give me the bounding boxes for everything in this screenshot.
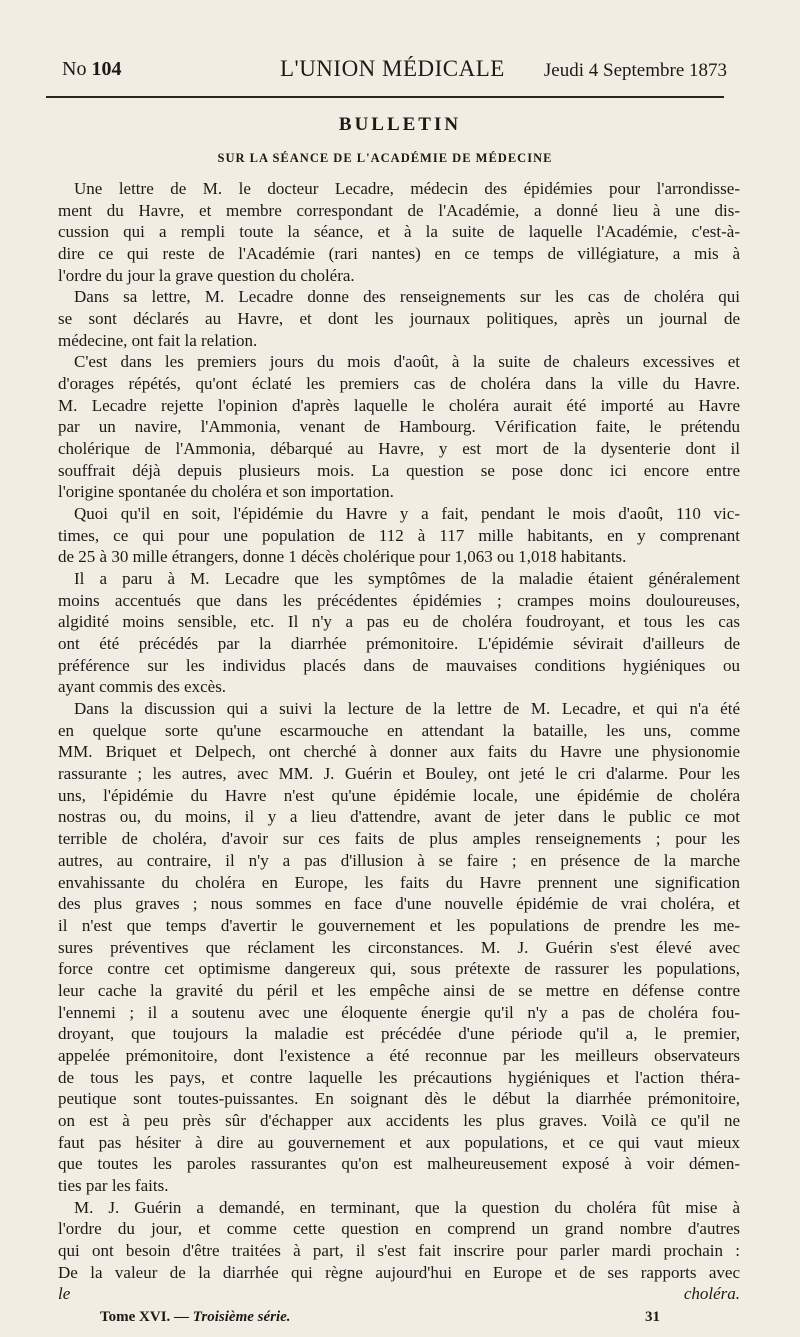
text-line: appelée prémonitoire, dont l'existence a été reconnue par les meilleurs observateurs (58, 1045, 740, 1065)
text-line: se sont déclarés au Havre, et dont les journaux politiques, après un journal de (58, 309, 740, 329)
text-line: des plus graves ; nous sommes en face d'une nouvelle épidémie de vrai choléra, et (58, 894, 740, 914)
issue-prefix: No (62, 58, 87, 80)
issue-number (62, 58, 121, 81)
text-line: d'orages répétés, qu'ont éclaté les premiers cas de choléra dans la ville du Havre. (58, 374, 740, 394)
text-line: sures préventives que réclament les circonstances. M. J. Guérin s'est élevé avec (58, 937, 740, 957)
text-line: ont été précédés par la diarrhée prémonitoire. L'épidémie sévirait d'ailleurs de (58, 634, 740, 654)
text-line: de tous les pays, et contre laquelle les précautions hygiéniques et l'action théra- (58, 1067, 740, 1087)
text-line: algidité moins sensible, etc. Il n'y a pas eu de choléra foudroyant, et tous les cas (58, 612, 740, 632)
text-line: moins accentués que dans les précédentes épidémies ; crampes moins douloureuses, (58, 590, 740, 610)
text-line: terrible de choléra, d'avoir sur ces faits de plus amples renseignements ; pour les (58, 829, 740, 849)
text-line: M. J. Guérin a demandé, en terminant, que la question du choléra fût mise à (74, 1197, 740, 1217)
text-line: cussion qui a rempli toute la séance, et à la suite de laquelle l'Académie, c'est-à- (58, 222, 740, 242)
text-line: C'est dans les premiers jours du mois d'août, à la suite de chaleurs excessives et (74, 352, 740, 372)
text-line: droyant, que toujours la maladie est précédée d'une période qu'il a, le premier, (58, 1024, 740, 1044)
issue-date: Jeudi 4 Septembre 1873 (543, 60, 727, 81)
article-body (58, 178, 740, 1305)
text-line: MM. Briquet et Delpech, ont cherché à donner aux faits du Havre une physionomie (58, 742, 740, 762)
text-line: De la valeur de la diarrhée qui règne aujourd'hui en Europe et de ses rapports avec (58, 1262, 740, 1282)
header-rule (46, 96, 724, 98)
page-footer (100, 1309, 660, 1326)
text-line: force contre cet optimisme dangereux qui, sous prétexte de rassurer les populations, (58, 959, 740, 979)
section-subtitle: SUR LA SÉANCE DE L'ACADÉMIE DE MÉDECINE (217, 151, 553, 165)
text-line: l'origine spontanée du choléra et son importation. (58, 482, 394, 502)
text-line: que toutes les paroles rassurantes qu'on est malheureusement exposé à voir démen- (58, 1154, 740, 1174)
text-line: médecine, ont fait la relation. (58, 330, 258, 350)
running-header (62, 52, 727, 88)
text-line: l'ordre du jour, et comme cette question en comprend un grand nombre d'autres (58, 1219, 740, 1239)
text-line: il n'est que temps d'avertir le gouvernement et les populations de prendre les me- (58, 915, 740, 935)
text-line: l'ennemi ; il a soutenu avec une éloquente énergie qu'il n'y a pas de choléra fou- (58, 1002, 740, 1022)
text-line: Dans la discussion qui a suivi la lecture de la lettre de M. Lecadre, et qui n'a été (74, 699, 740, 719)
text-line: leur cache la gravité du péril et les empêche ainsi de se mettre en défense contre (58, 980, 740, 1000)
text-line: préférence sur les individus placés dans de mauvaises conditions hygiéniques ou (58, 655, 740, 675)
page-number: 31 (645, 1309, 660, 1325)
journal-title: L'UNION MÉDICALE (280, 56, 505, 81)
text-line: Dans sa lettre, M. Lecadre donne des renseignements sur les cas de choléra qui (74, 287, 740, 307)
text-line: Quoi qu'il en soit, l'épidémie du Havre y a fait, pendant le mois d'août, 110 vic- (74, 504, 740, 524)
text-line: souffrait déjà depuis plusieurs mois. La question se pose donc ici encore entre (58, 460, 740, 480)
text-line: en quelque sorte qu'une escarmouche en attendant la bataille, les uns, comme (58, 720, 740, 740)
text-line: ties par les faits. (58, 1175, 169, 1195)
text-line: Une lettre de M. le docteur Lecadre, médecin des épidémies pour l'arrondisse- (74, 179, 740, 198)
issue-number-value: 104 (91, 58, 122, 80)
section-title: BULLETIN (338, 114, 462, 135)
text-line: rassurante ; les autres, avec MM. J. Guérin et Bouley, ont jeté le cri d'alarme. Pour les (58, 764, 740, 784)
text-line: par un navire, l'Ammonia, venant de Hambourg. Vérification faite, le prétendu (58, 417, 740, 437)
text-line: envahissante du choléra en Europe, les faits du Havre prennent une signification (58, 872, 740, 892)
text-line: qui ont besoin d'être traitées à part, il s'est fait inscrire pour parler mardi prochain : (58, 1240, 740, 1260)
text-line: nostras ou, du moins, il y a lieu d'attendre, avant de jeter dans le public ce mot (58, 807, 740, 827)
text-line: de 25 à 30 mille étrangers, donne 1 décès cholérique pour 1,063 ou 1,018 habitants. (58, 547, 627, 567)
text-line: faut pas hésiter à dire au gouvernement et aux populations, et ce qui vaut mieux (58, 1132, 740, 1152)
text-line: autres, au contraire, il n'y a pas d'illusion à se faire ; en présence de la marche (58, 850, 740, 870)
text-line: le choléra. (58, 1284, 740, 1304)
text-line: on est à peu près sûr d'échapper aux accidents les plus graves. Voilà ce qu'il ne (58, 1110, 740, 1130)
text-line: uns, l'épidémie du Havre n'est qu'une épidémie locale, une épidémie de choléra (58, 785, 740, 805)
text-line: dire ce qui reste de l'Académie (rari nantes) en ce temps de villégiature, a mis à (58, 244, 740, 264)
text-line: peutique sont toutes-puissantes. En soignant dès le début la diarrhée prémonitoire, (58, 1089, 740, 1109)
text-line: Il a paru à M. Lecadre que les symptômes de la maladie étaient généralement (74, 569, 740, 589)
footer-series: Troisième série. (192, 1309, 291, 1325)
text-line: ment du Havre, et membre correspondant de l'Académie, a donné lieu à une dis- (58, 200, 740, 220)
text-line: times, ce qui pour une population de 112 à 117 mille habitants, en y comprenant (58, 525, 740, 545)
text-line: cholérique de l'Ammonia, débarqué au Havre, y est mort de la dysenterie dont il (58, 439, 740, 459)
text-line: ayant commis des excès. (58, 677, 227, 697)
footer-tome: Tome XVI. — (100, 1309, 190, 1325)
text-line: l'ordre du jour la grave question du choléra. (58, 265, 355, 285)
text-line: M. Lecadre rejette l'opinion d'après laquelle le choléra aurait été importé au Havre (58, 395, 740, 415)
